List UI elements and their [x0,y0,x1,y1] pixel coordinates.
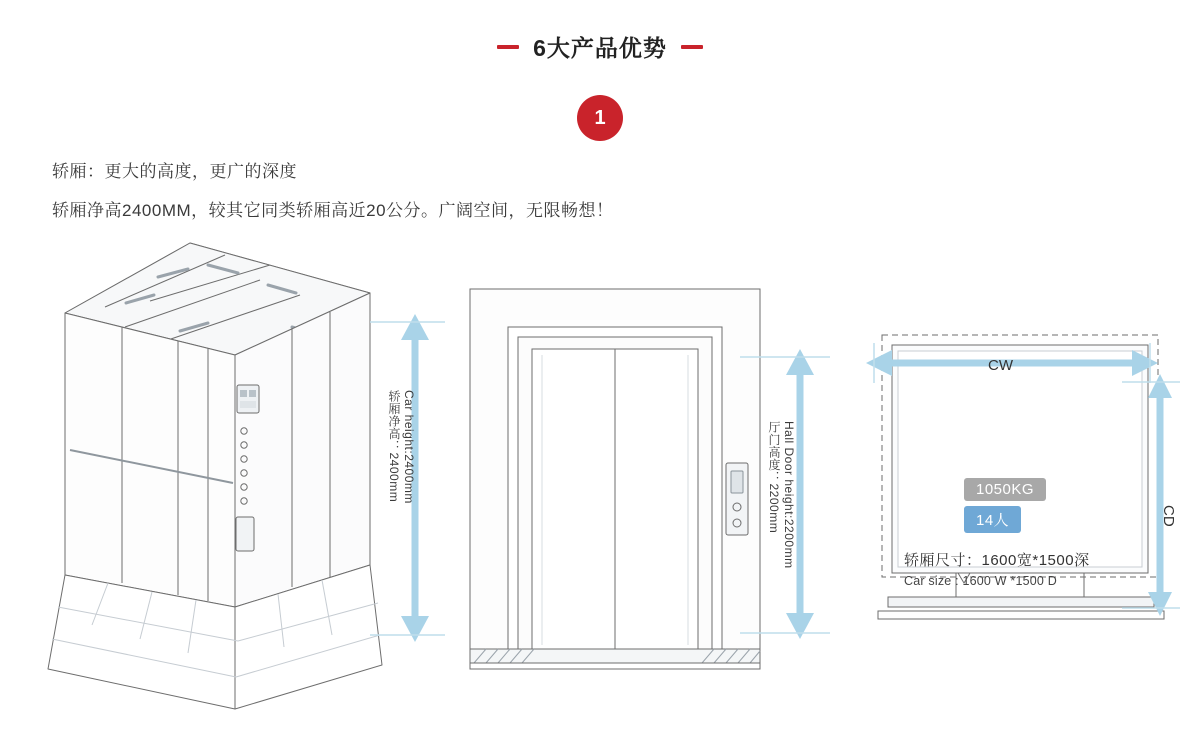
capacity-kg-badge: 1050KG [964,478,1046,501]
car-size-cn: 轿厢尺寸：1600宽*1500深 [904,552,1090,569]
car-width-label: CW [988,357,1013,374]
car-height-label-cn: 轿厢净高：2400mm [387,390,401,503]
car-depth-dimension-arrow [1140,370,1180,620]
page-title: 6大产品优势 [533,35,667,61]
door-height-label-cn: 厅门高度：2200mm [767,421,781,534]
door-height-label-en: Hall Door height:2200mm [782,421,796,569]
figures-container [0,235,1200,709]
step-number-badge: 1 [577,95,623,141]
figure-car-plan [840,235,1200,709]
car-depth-label: CD [1160,505,1177,527]
car-size-text [904,549,1090,588]
figure-door-elevation [440,235,820,709]
intro-line-1: 轿厢：更大的高度，更广的深度 [52,162,297,181]
capacity-persons-badge: 14人 [964,506,1021,533]
intro-line-2: 轿厢净高2400MM，较其它同类轿厢高近20公分。广阔空间，无限畅想！ [52,201,614,220]
section-header [0,30,1200,63]
car-height-label-en: Car height:2400mm [402,390,416,504]
header-dash-right-icon [681,45,703,49]
car-size-en: Car size : 1600 W *1500 D [904,574,1057,588]
header-dash-left-icon [497,45,519,49]
door-elevation-drawing [460,285,790,715]
